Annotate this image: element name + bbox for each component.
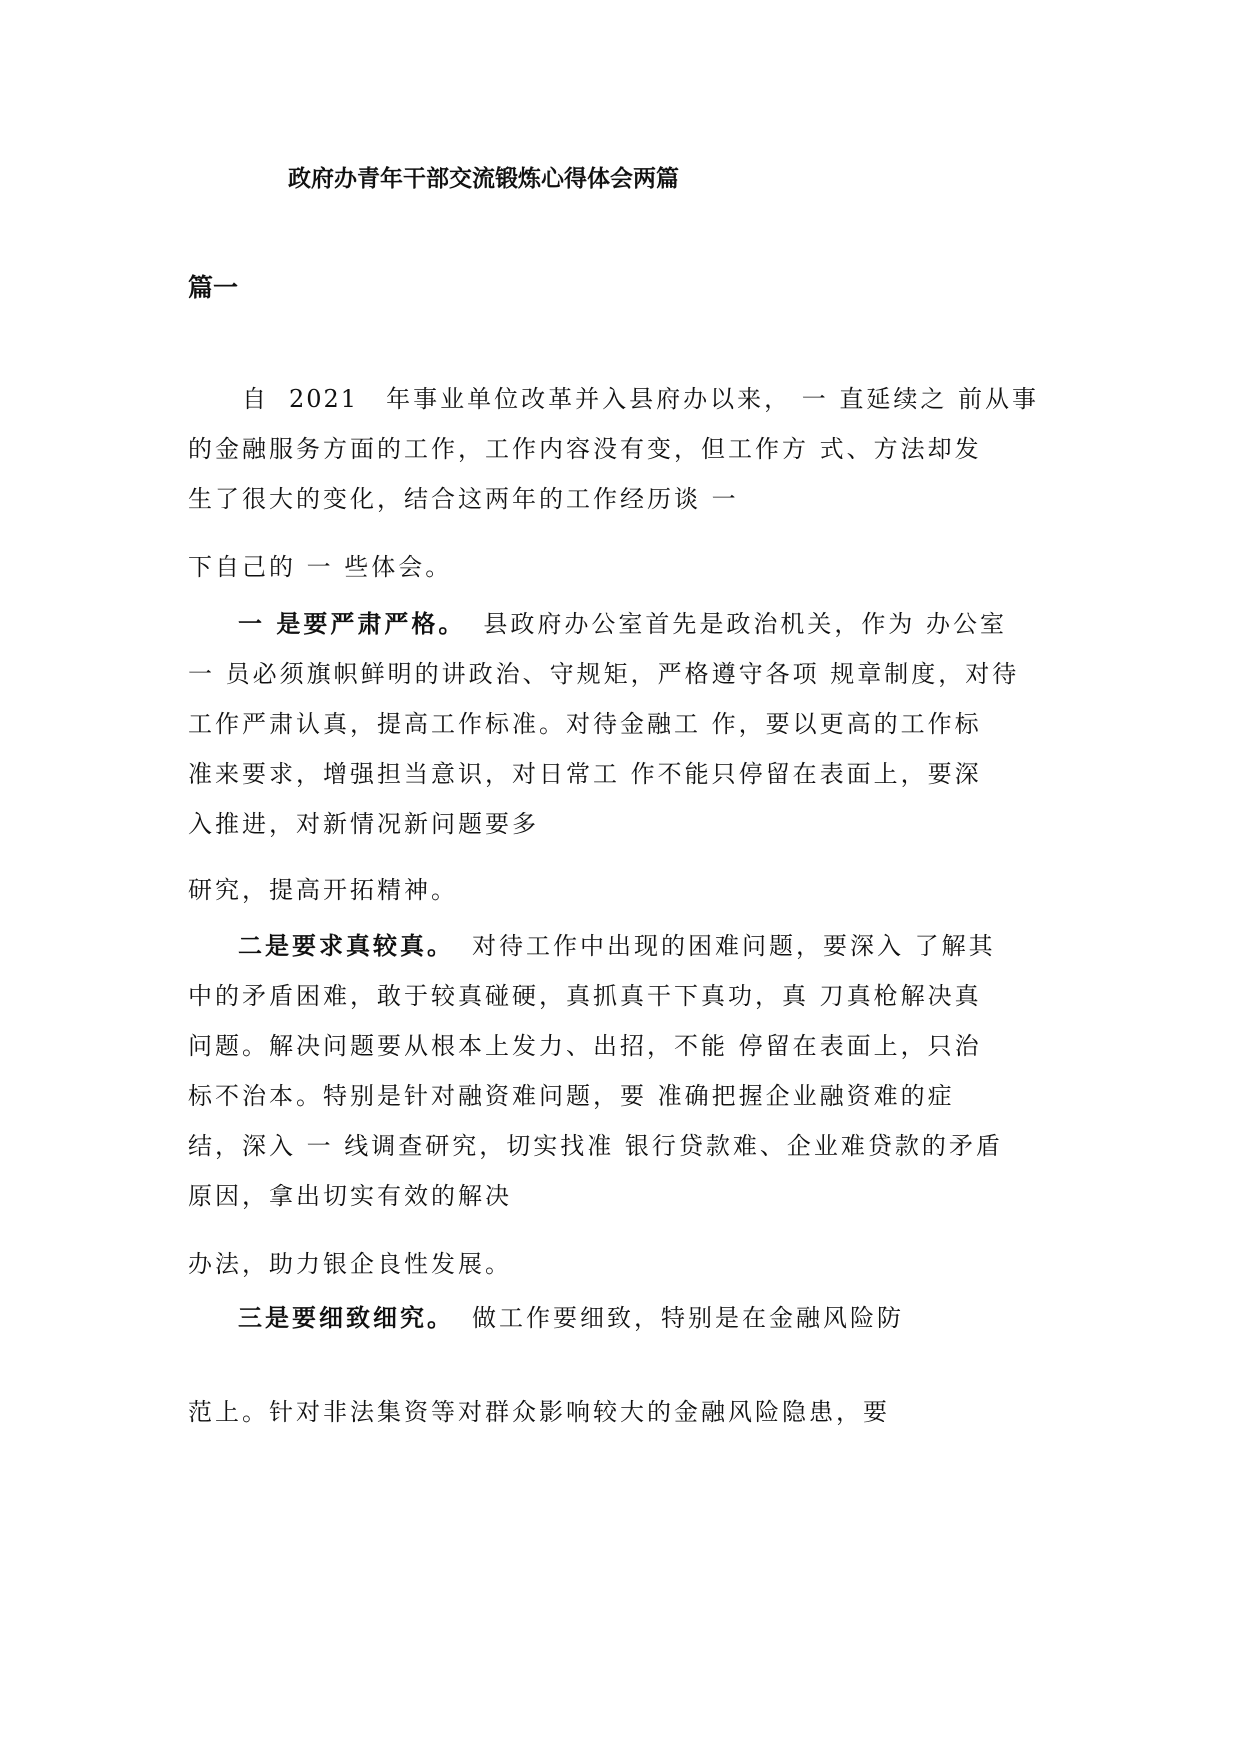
paragraph-line (238, 608, 1007, 640)
section-heading: 篇一 (188, 273, 239, 302)
paragraph-text: 对待工作中出现的困难问题，要深入 了解其 (472, 932, 996, 960)
paragraph-line: 问题。解决问题要从根本上发力、出招，不能 停留在表面上，只治 (188, 1032, 982, 1060)
paragraph-line: 准来要求，增强担当意识，对日常工 作不能只停留在表面上，要深 (188, 760, 982, 788)
paragraph-text: 县政府办公室首先是政治机关，作为 办公室 (483, 610, 1007, 638)
paragraph-text: 年事业单位改革并入县府办以来， 一 直延续之 前从事 (386, 385, 1039, 413)
paragraph-line: 生了很大的变化，结合这两年的工作经历谈 一 (188, 485, 739, 513)
paragraph-line: 结，深入 一 线调查研究，切实找准 银行贷款难、企业难贷款的矛盾 (188, 1132, 1003, 1160)
paragraph-line: 中的矛盾困难，敢于较真碰硬，真抓真干下真功，真 刀真枪解决真 (188, 982, 982, 1010)
paragraph-line: 原因，拿出切实有效的解决 (188, 1182, 512, 1210)
paragraph-line: 下自己的 一 些体会。 (188, 553, 453, 581)
document-title: 政府办青年干部交流锻炼心得体会两篇 (288, 166, 679, 192)
year-number: 2021 (289, 385, 359, 413)
paragraph-line: 办法，助力银企良性发展。 (188, 1250, 512, 1278)
paragraph-lead: 三是要细致细究。 (238, 1304, 454, 1332)
paragraph-line (242, 383, 1039, 415)
paragraph-line: 范上。针对非法集资等对群众影响较大的金融风险隐患，要 (188, 1398, 890, 1426)
paragraph-lead: 二是要求真较真。 (238, 932, 454, 960)
paragraph-line: 的金融服务方面的工作，工作内容没有变，但工作方 式、方法却发 (188, 435, 982, 463)
paragraph-text: 做工作要细致，特别是在金融风险防 (472, 1304, 904, 1332)
paragraph-line: 入推进，对新情况新问题要多 (188, 810, 539, 838)
paragraph-text: 自 (242, 385, 269, 413)
paragraph-lead: 一 是要严肃严格。 (238, 610, 466, 638)
paragraph-line: 研究，提高开拓精神。 (188, 876, 458, 904)
paragraph-line (238, 1302, 904, 1334)
paragraph-line (238, 930, 996, 962)
paragraph-line: 工作严肃认真，提高工作标准。对待金融工 作，要以更高的工作标 (188, 710, 982, 738)
paragraph-line: 标不治本。特别是针对融资难问题，要 准确把握企业融资难的症 (188, 1082, 955, 1110)
paragraph-line: 一 员必须旗帜鲜明的讲政治、守规矩，严格遵守各项 规章制度，对待 (188, 660, 1020, 688)
